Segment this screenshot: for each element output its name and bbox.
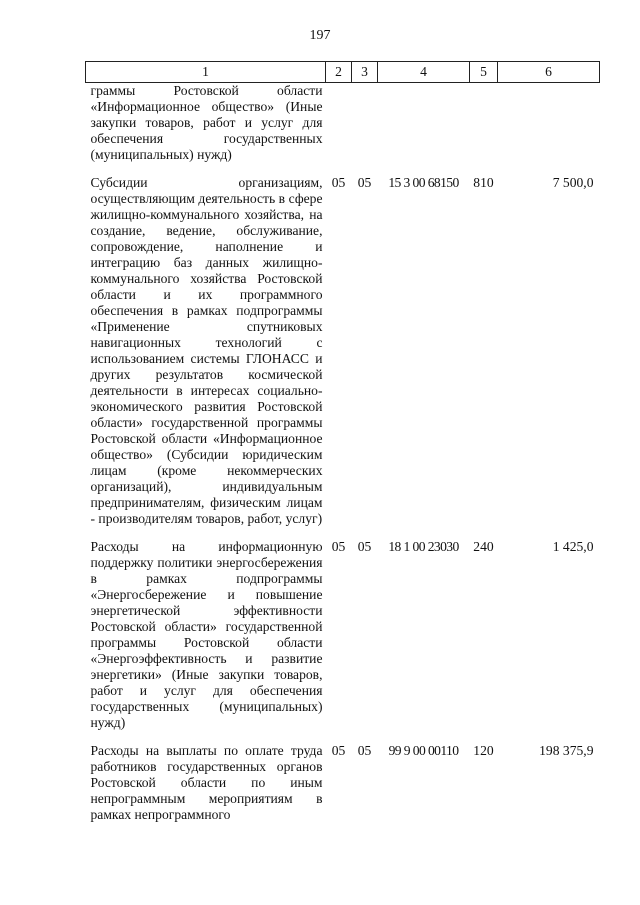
header-col-5: 5 bbox=[470, 62, 498, 83]
row-csr: 18 1 00 23030 bbox=[388, 539, 459, 554]
header-col-2: 2 bbox=[326, 62, 352, 83]
row-csr: 99 9 00 00110 bbox=[388, 743, 459, 758]
row-vr bbox=[470, 83, 498, 174]
header-col-3: 3 bbox=[352, 62, 378, 83]
header-col-4: 4 bbox=[378, 62, 470, 83]
row-amount: 1 425,0 bbox=[552, 539, 594, 554]
page-number: 197 bbox=[309, 28, 331, 43]
table-row bbox=[86, 741, 600, 833]
row-amount bbox=[498, 83, 600, 174]
row-pr: 05 bbox=[357, 539, 372, 554]
row-rz: 05 bbox=[331, 175, 346, 190]
row-pr: 05 bbox=[357, 175, 372, 190]
table-body bbox=[86, 83, 600, 834]
row-vr: 810 bbox=[473, 175, 494, 190]
header-col-6: 6 bbox=[498, 62, 600, 83]
row-rz: 05 bbox=[331, 743, 346, 758]
row-vr: 240 bbox=[473, 539, 494, 554]
row-description: Расходы на выплаты по оплате труда работников государственных органов Ростовской области по иным непрограммным мероприятиям в рамках непрограммного bbox=[90, 743, 323, 822]
table-header bbox=[86, 62, 600, 83]
row-description: Расходы на информационную поддержку политики энергосбережения в рамках подпрограммы «Энергосбережение и повышение энергетической эффективности Ростовской области» государственной программы Ростовской области «Энергоэффективность и развитие энергетики» (Иные закупки товаров, работ и услуг для обеспечения государственных (муниципальных) нужд) bbox=[90, 539, 323, 730]
header-row bbox=[86, 62, 600, 83]
row-amount: 198 375,9 bbox=[539, 743, 594, 758]
row-csr bbox=[378, 83, 470, 174]
row-amount: 7 500,0 bbox=[552, 175, 594, 190]
row-pr bbox=[352, 83, 378, 174]
row-pr: 05 bbox=[357, 743, 372, 758]
table-row bbox=[86, 173, 600, 537]
table-row bbox=[86, 83, 600, 174]
header-col-1: 1 bbox=[86, 62, 326, 83]
row-rz bbox=[326, 83, 352, 174]
row-rz: 05 bbox=[331, 539, 346, 554]
row-csr: 15 3 00 68150 bbox=[388, 175, 459, 190]
budget-table bbox=[85, 61, 600, 833]
row-description: граммы Ростовской области «Информационное общество» (Иные закупки товаров, работ и услуг для обеспечения государственных (муниципальных) нужд) bbox=[90, 83, 323, 162]
row-vr: 120 bbox=[473, 743, 494, 758]
row-description: Субсидии организациям, осуществляющим деятельность в сфере жилищно-коммунального хозяйства, на создание, ведение, обслуживание, сопровождение, наполнение и интеграцию баз данных жилищно-коммунального хозяйства Ростовской области и их программного обеспечения в рамках подпрограммы «Применение спутниковых навигационных технологий с использованием системы ГЛОНАСС и других результатов космической деятельности в интересах социально-экономического развития Ростовской области» государственной программы Ростовской области «Информационное общество» (Субсидии юридическим лицам (кроме некоммерческих организаций), индивидуальным предпринимателям, физическим лицам - производителям товаров, работ, услуг) bbox=[90, 175, 323, 526]
table-row bbox=[86, 537, 600, 741]
